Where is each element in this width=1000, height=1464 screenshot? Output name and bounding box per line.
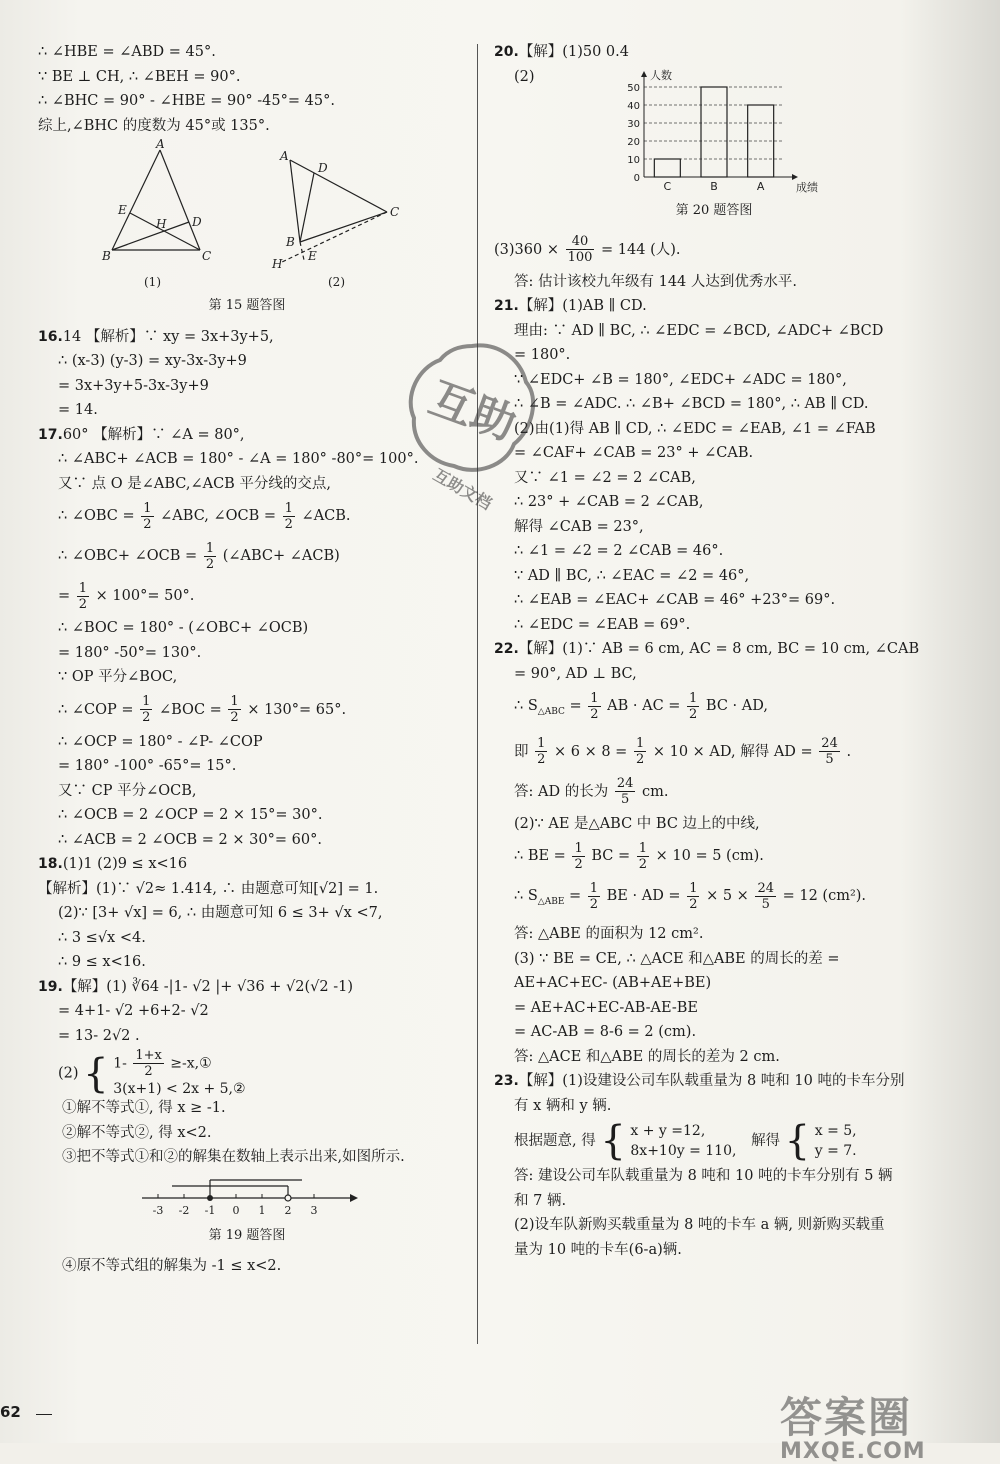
text-line: = 180° -100° -65°= 15°. [58,758,237,774]
fraction: $\frac{1}{2}$ [205,540,215,572]
fraction: $\frac{1}{2}$ [537,736,546,768]
text-line [494,772,954,812]
fig15-label: H [156,217,167,231]
x-tick-label: C [663,180,672,193]
text: y = 7. [814,1143,857,1160]
text-line: ∴ ∠B = ∠ADC. ∴ ∠B+ ∠BCD = 180°, ∴ AB ∥ CD. [514,396,869,412]
question-number: 17. [38,426,63,443]
text: BC · AD, [705,698,768,714]
text-line: 解得 ∠CAB = 23°, [514,518,644,535]
question-number: 16. [38,328,63,345]
text-line: ④原不等式组的解集为 -1 ≤ x<2. [62,1258,282,1274]
question-22 [494,637,954,662]
text-line: = 14. [58,402,98,418]
chart-bar [654,159,680,177]
text: 即 [514,743,529,760]
text-line: ∵ OP 平分∠BOC, [58,669,178,685]
subscript: △ABC [537,706,565,717]
question-23 [494,1069,954,1094]
text: = 144 (人). [601,241,681,258]
fig15-label: C [390,205,400,219]
y-axis-arrow [641,71,647,77]
fraction: $\frac{1}{2}$ [635,736,645,768]
text: 【解】(1)∵ AB = 6 cm, AC = 8 cm, BC = 10 cm, ∠CAB [518,641,920,657]
text: 1- [113,1055,127,1072]
text-line: ∴ 3 ≤√x <4. [58,929,146,946]
text: 【解】(1)设建设公司车队载重量为 8 吨和 10 吨的卡车分别 [518,1073,905,1090]
question-16 [38,325,456,350]
text-line: 答: △ABE 的面积为 12 cm². [514,926,704,943]
text-line [38,576,456,616]
text: ∴ ∠COP = [58,701,134,718]
text-line: ∴ ∠EAB = ∠EAC+ ∠CAB = 46° +23°= 69°. [514,592,836,608]
text-line: = AC-AB = 8-6 = 2 (cm). [514,1024,697,1041]
text-line: 又∵ CP 平分∠OCB, [58,782,197,799]
text: 60° 【解析】∵ ∠A = 80°, [62,426,245,443]
fraction: $\frac{1}{2}$ [284,500,293,532]
fig15-label: C [202,249,212,263]
text-line: 答: 建设公司车队载重量为 8 吨和 10 吨的卡车分别有 5 辆 [514,1168,893,1185]
question-number: 22. [494,641,519,657]
fraction: $\frac{1}{2}$ [142,694,151,725]
chart-bar [701,87,727,177]
text-line: 综上,∠BHC 的度数为 45°或 135°. [38,117,270,134]
text: . [846,743,852,760]
number-line-tick-label: -2 [178,1203,190,1217]
text-line: (2)设车队新购买载重量为 8 吨的卡车 a 辆, 则新购买载重 [514,1217,885,1234]
text: 根据题意, 得 [514,1133,596,1150]
fig15-sub-2: (2) [328,275,345,289]
text: = [58,588,71,604]
text-line: 答: △ACE 和△ABE 的周长的差为 2 cm. [514,1048,780,1065]
text: ∠ACB. [301,508,351,524]
fig15-label: A [280,149,289,163]
text-line: 有 x 辆和 y 辆. [514,1097,612,1114]
text: 【解】(1)50 0.4 [518,44,629,60]
fig15-label: D [318,161,328,175]
fig15-label: E [118,203,127,217]
text-line: ∵ AD ∥ BC, ∴ ∠EAC = ∠2 = 46°, [514,567,750,584]
fraction: $\frac{1}{2}$ [574,840,583,872]
text: (1)1 (2)9 ≤ x<16 [62,856,188,872]
system-lines [113,1048,245,1099]
fraction: $\frac{1+x}{2}$ [135,1048,162,1079]
text: = [564,698,582,714]
closed-point [207,1195,213,1201]
text: ∴ S [514,698,538,714]
text-line: = 180°. [514,347,571,363]
text-line: 和 7 辆. [514,1192,567,1209]
text-line: ∴ 23° + ∠CAB = 2 ∠CAB, [514,494,704,510]
number-line-tick-label: -1 [204,1203,216,1217]
text-line: ∴ ∠HBE = ∠ABD = 45°. [38,44,216,60]
question-number: 21. [494,298,519,314]
number-line-figure [132,1174,362,1222]
fraction: $\frac{40}{100}$ [567,234,593,265]
text-line [494,836,954,876]
y-tick-label: 30 [627,119,640,130]
stamp-logo [402,338,542,514]
inequality-system [38,1048,456,1096]
text-line: 【解析】(1)∵ √2≈ 1.414, ∴ 由题意可知[√2] = 1. [38,880,379,897]
text-line [38,496,456,536]
stamp-text: 互助 [422,372,523,451]
fraction: $\frac{1}{2}$ [689,690,698,722]
text: x + y =12, [630,1123,706,1140]
open-point [285,1195,291,1201]
text-line: (2)∵ [3+ √x] = 6, ∴ 由题意可知 6 ≤ 3+ √x <7, [58,905,383,921]
number-line-tick-label: 3 [310,1203,318,1217]
text-line: = 13- 2√2 . [58,1027,140,1044]
text: × 10 × AD, 解得 AD = [652,743,813,760]
text-line: ∴ ∠EDC = ∠EAB = 69°. [514,616,691,633]
figure-caption: 第 15 题答图 [208,298,286,313]
solution-lines [815,1121,857,1161]
question-18 [38,852,456,877]
right-column [494,40,954,1262]
fraction: $\frac{1}{2}$ [689,880,698,912]
text-line: = 3x+3y+5-3x-3y+9 [58,377,209,394]
text: 【解】(1) ∛64 -|1- √2 |+ √36 + √2(√2 -1) [62,978,354,995]
brace: { [784,1118,811,1165]
y-axis-label: 人数 [650,69,672,82]
text: = [564,888,582,905]
question-19 [38,975,456,1000]
question-number: 23. [494,1073,519,1090]
text: 3(x+1) < 2x + 5,② [113,1081,246,1097]
text: cm. [641,783,669,800]
page-number: 62 [0,1403,21,1421]
text: (2) [58,1065,79,1082]
text: 14 【解析】∵ xy = 3x+3y+5, [62,328,274,345]
text-line: ∴ ∠ACB = 2 ∠OCB = 2 × 30°= 60°. [58,831,322,848]
text-line: 又∵ 点 O 是∠ABC,∠ACB 平分线的交点, [58,475,332,492]
text-line: 量为 10 吨的卡车(6-a)辆. [514,1241,682,1258]
text: 【解】(1)AB ∥ CD. [518,298,647,314]
number-line-tick-label: 1 [258,1203,266,1217]
fig15-label: A [156,137,165,151]
text-line: ∴ ∠BHC = 90° - ∠HBE = 90° -45°= 45°. [38,93,335,109]
text-line: ②解不等式②, 得 x<2. [62,1124,212,1141]
text-line: = 180° -50°= 130°. [58,644,202,661]
fig15-sub-1: (1) [144,275,161,289]
question-number: 20. [494,44,519,60]
fraction: $\frac{1}{2}$ [143,500,152,532]
question-number: 19. [38,978,63,995]
text: (∠ABC+ ∠ACB) [222,548,340,564]
text-line: 又∵ ∠1 = ∠2 = 2 ∠CAB, [514,469,696,486]
text-line: = 4+1- √2 +6+2- √2 [58,1003,209,1019]
x-axis-arrow [792,174,798,180]
figure-caption: 第 19 题答图 [208,1227,286,1243]
fraction: $\frac{1}{2}$ [230,694,239,725]
text: × 100°= 50°. [95,588,195,604]
y-tick-label: 40 [627,101,640,112]
text: 8x+10y = 110, [630,1143,737,1160]
text: × 130°= 65°. [247,701,347,718]
text-line [494,732,954,772]
fraction: $\frac{1}{2}$ [589,880,599,912]
text-line: ∴ (x-3) (y-3) = xy-3x-3y+9 [58,353,247,369]
text-line [494,876,954,922]
y-tick-label: 50 [627,83,640,94]
text: 答: AD 的长为 [514,783,609,800]
text: (3)360 × [494,241,559,258]
text: = 12 (cm²). [782,888,867,905]
fig15-label: H [272,257,283,271]
watermark-url: MXQE.COM [780,1439,926,1464]
text: ∠BOC = [158,701,222,718]
text-line: 答: 估计该校九年级有 144 人达到优秀水平. [514,273,797,290]
text-line: (2)由(1)得 AB ∥ CD, ∴ ∠EDC = ∠EAB, ∠1 = ∠FAB [514,420,876,437]
text: 解得 [751,1133,781,1150]
text-line: (2)∵ AE 是△ABC 中 BC 边上的中线, [514,815,760,832]
fraction: $\frac{1}{2}$ [78,580,88,612]
text-line: ∴ ∠1 = ∠2 = 2 ∠CAB = 46°. [514,543,724,559]
text: × 6 × 8 = [554,743,628,760]
text-line: = ∠CAF+ ∠CAB = 23° + ∠CAB. [514,445,754,461]
text-line: ∴ ∠ABC+ ∠ACB = 180° - ∠A = 180° -80°= 100°. [58,451,419,467]
text: BC = [591,848,631,865]
text-line: ∵ BE ⊥ CH, ∴ ∠BEH = 90°. [38,68,241,85]
text: ≥-x,① [170,1055,212,1072]
x-axis-label: 成绩 [796,181,818,194]
question-21 [494,294,954,319]
page-number-dash [36,1414,52,1415]
text: ∴ S [514,888,538,905]
figure-15 [82,137,412,292]
text-line [38,690,456,730]
fig15-label: B [286,235,295,249]
y-tick-label: 10 [627,155,640,166]
text: ∴ ∠OBC+ ∠OCB = [58,548,198,564]
text-line: ∵ ∠EDC+ ∠B = 180°, ∠EDC+ ∠ADC = 180°, [514,371,847,388]
y-tick-label: 20 [627,137,640,148]
left-column [38,40,456,1279]
system-lines [630,1121,736,1161]
y-tick-label: 0 [633,173,640,184]
text-line: ①解不等式①, 得 x ≥ -1. [62,1100,226,1116]
fraction: $\frac{24}{5}$ [821,736,838,768]
text: × 10 = 5 (cm). [655,848,764,865]
text: ∴ ∠OBC = [58,508,135,524]
question-number: 18. [38,856,63,872]
text-line: ③把不等式①和②的解集在数轴上表示出来,如图所示. [62,1149,405,1165]
text-line: ∴ ∠BOC = 180° - (∠OBC+ ∠OCB) [58,620,309,636]
column-divider [477,44,478,1344]
watermark-text: 答案圈 [780,1393,913,1442]
fig15-label: E [308,249,317,263]
text-line: = 90°, AD ⊥ BC, [514,665,637,682]
text-line: ∴ 9 ≤ x<16. [58,954,146,970]
text-line: ∴ ∠OCB = 2 ∠OCP = 2 × 15°= 30°. [58,807,323,823]
question-17 [38,423,456,448]
watermark-logo [780,1385,926,1464]
text-line: = AE+AC+EC-AB-AE-BE [514,999,699,1016]
text-line [38,536,456,576]
x-tick-label: A [756,180,765,193]
text-line [494,230,954,270]
fraction: $\frac{24}{5}$ [757,880,774,912]
bar-chart [614,69,818,197]
question-20 [494,40,954,65]
text: AB · AC = [607,698,681,714]
text-line: ∴ ∠OCP = 180° - ∠P- ∠COP [58,733,263,750]
fig15-label: D [192,215,202,229]
fig15-label: B [102,249,111,263]
fraction: $\frac{24}{5}$ [616,776,634,808]
fraction: $\frac{1}{2}$ [590,690,599,722]
number-line-tick-label: 0 [232,1203,240,1217]
text-line: (2) [514,68,535,85]
text-line: 理由: ∵ AD ∥ BC, ∴ ∠EDC = ∠BCD, ∠ADC+ ∠BCD [514,322,884,339]
stamp-subtext: 互助文档 [430,465,495,514]
text: x = 5, [814,1123,857,1140]
brace: { [600,1118,626,1165]
x-tick-label: B [710,180,718,193]
text: × 5 × [706,888,749,905]
brace: { [83,1050,109,1097]
subscript: △ABE [537,897,565,908]
text-line: AE+AC+EC- (AB+AE+BE) [514,975,712,992]
text: ∴ BE = [514,848,566,865]
chart-caption: 第 20 题答图 [675,203,753,218]
fraction: $\frac{1}{2}$ [638,840,648,872]
number-line-tick-label: -3 [152,1203,164,1217]
text-line [494,686,954,732]
equation-system [494,1118,954,1164]
number-line-tick-label: 2 [284,1203,292,1217]
text: ∠ABC, ∠OCB = [160,508,277,524]
text: BE · AD = [606,888,681,905]
text-line: (3) ∵ BE = CE, ∴ △ACE 和△ABE 的周长的差 = [514,950,840,967]
